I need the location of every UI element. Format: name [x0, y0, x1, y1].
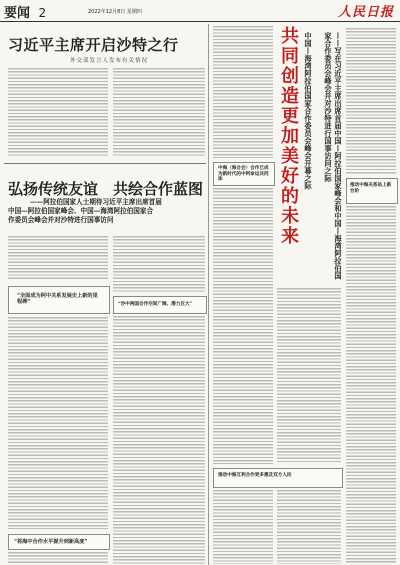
right-subhead-box-1 [213, 162, 275, 186]
right-story-body-mid [213, 188, 273, 464]
feature-subtitle-line-2: 中国—阿拉伯国家峰会、中国—海湾阿拉伯国家合 [8, 207, 154, 215]
lead-story-body-mid [113, 68, 205, 156]
right-subhead-2: 推动中海关系站上新台阶 [350, 183, 392, 194]
right-subhead-3: 推动中海互利合作更多惠及双方人民 [218, 473, 292, 478]
right-story-body-right [346, 206, 396, 564]
section-title-text: 要闻 [4, 6, 31, 21]
page-number: 2 [38, 6, 47, 20]
right-story-deck: ——写在习近平主席出席首届中国—阿拉伯国家峰会和中国—海湾阿拉伯国家合作委员会峰会并对沙特进行国事访问之际 [324, 32, 343, 280]
right-subhead-box-3 [213, 468, 343, 488]
feature-body-col-1 [8, 236, 108, 281]
feature-subtitle-line-1: ——阿拉伯国家人士期待习近平主席出席首届 [30, 198, 162, 206]
feature-subhead-box-3 [8, 534, 110, 550]
section-title [4, 2, 46, 21]
feature-subhead-box-1 [8, 286, 110, 314]
feature-subhead-3: “将海中合作水平提升到新高度” [14, 539, 88, 545]
lead-story-byline: 外交部发言人发布有关情况 [70, 58, 149, 64]
paper-logo: 人民日报 [337, 5, 394, 20]
right-subhead-1: 中海（海合会）合作已成为新时代的中阿命运共同体 [218, 166, 269, 183]
date-line: 2022年12月8日 星期四 [88, 9, 142, 15]
right-story-body-bottom-1 [213, 490, 273, 564]
feature-subhead-box-2 [113, 296, 207, 314]
right-story-body-top [213, 26, 273, 158]
feature-body-col-1c [8, 552, 108, 564]
right-story-body-mid-2 [277, 288, 341, 464]
right-subhead-box-2 [346, 178, 398, 204]
feature-body-col-2a [113, 236, 205, 292]
lead-story-headline: 习近平主席开启沙特之行 [8, 36, 179, 54]
feature-subhead-1: “全面成为阿中关系发展史上新的里程碑” [17, 293, 98, 305]
feature-story-subtitle [8, 198, 200, 225]
feature-body-col-2b [113, 316, 205, 564]
right-story-body-upper-right [346, 28, 396, 174]
right-story-body-bottom-2 [277, 490, 341, 564]
right-story-kicker: 中国—海湾阿拉伯国家合作委员会峰会开幕之际 [304, 32, 313, 190]
feature-body-col-1b [8, 317, 108, 529]
masthead [0, 0, 400, 22]
lead-story-body-left [8, 68, 108, 156]
feature-story-headline: 弘扬传统友谊 共绘合作蓝图 [8, 180, 204, 198]
feature-subtitle-line-3: 作委员会峰会并对沙特进行国事访问 [8, 216, 114, 224]
feature-subhead-2: “沙中两国合作空间广阔、潜力巨大” [118, 302, 193, 307]
right-story-headline: 共同创造更加美好的未来 [278, 26, 299, 246]
